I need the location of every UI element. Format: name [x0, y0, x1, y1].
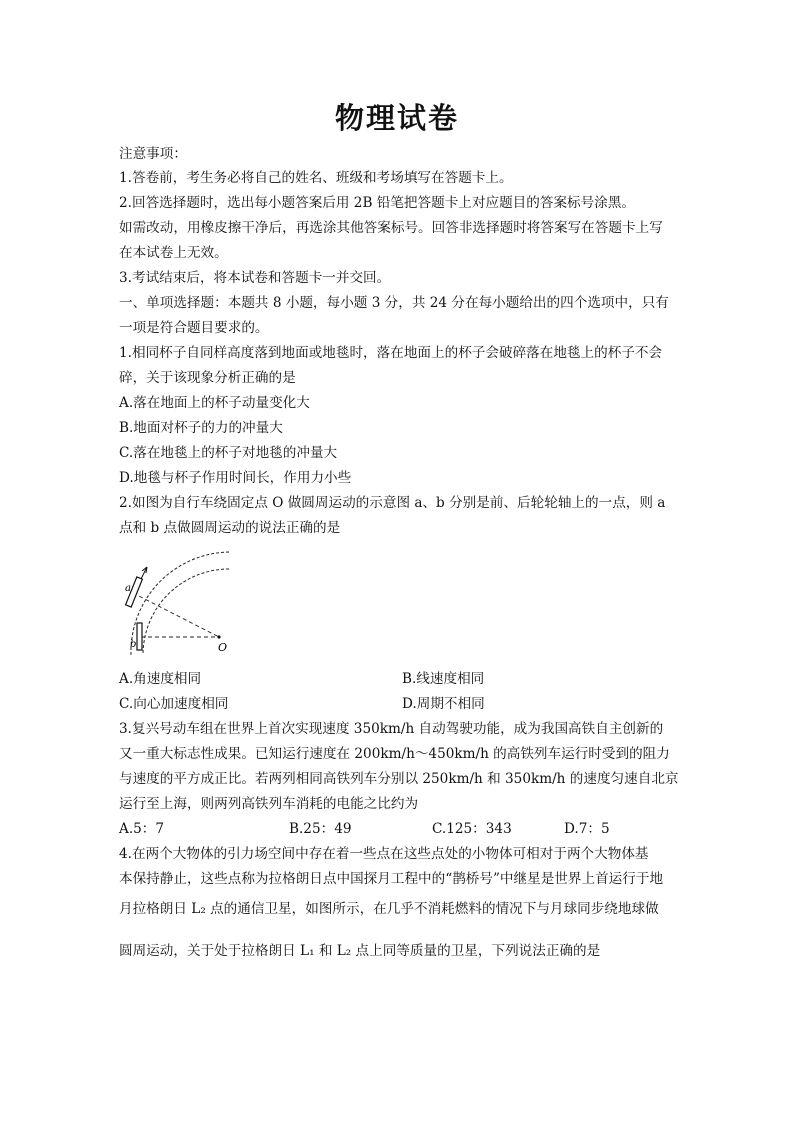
bicycle-circular-motion-figure — [119, 547, 234, 657]
notice-item: 2.回答选择题时，选出每小题答案后用 2B 铅笔把答题卡上对应题目的答案标号涂黑。 — [119, 195, 636, 211]
q3-stem: 运行至上海，则两列高铁列车消耗的电能之比约为 — [119, 796, 419, 812]
label-b: b — [130, 639, 137, 650]
q3-stem: 与速度的平方成正比。若两列相同高铁列车分别以 250km/h 和 350km/h 的速度匀速自北京 — [119, 771, 679, 787]
q2-stem: 点和 b 点做圆周运动的说法正确的是 — [119, 520, 341, 536]
notice-item: 如需改动，用橡皮擦干净后，再选涂其他答案标号。回答非选择题时将答案写在答题卡上写 — [119, 220, 663, 236]
q3-option-d: D.7：5 — [564, 821, 610, 837]
q4-stem: 圆周运动，关于处于拉格朗日 L₁ 和 L₂ 点上同等质量的卫星，下列说法正确的是 — [119, 943, 601, 959]
figure-svg — [119, 547, 234, 657]
q1-option-c: C.落在地毯上的杯子对地毯的冲量大 — [119, 445, 338, 461]
q2-option-c: C.向心加速度相同 — [119, 696, 229, 712]
label-a: a — [125, 583, 131, 594]
notice-item: 3.考试结束后，将本试卷和答题卡一并交回。 — [119, 270, 391, 286]
section-heading: 一项是符合题目要求的。 — [119, 320, 269, 336]
radius-line-a — [133, 593, 219, 637]
page-title: 物理试卷 — [334, 101, 459, 135]
rear-wheel — [137, 623, 142, 650]
notice-heading: 注意事项： — [119, 146, 187, 162]
q1-stem: 碎，关于该现象分析正确的是 — [119, 370, 296, 386]
q3-stem: 又一重大标志性成果。已知运行速度在 200km/h～450km/h 的高铁列车运行时受到的阻力 — [119, 746, 670, 762]
inner-arc — [143, 569, 229, 655]
q3-stem: 3.复兴号动车组在世界上首次实现速度 350km/h 自动驾驶功能，成为我国高铁自主创新的 — [119, 721, 664, 737]
q2-option-d: D.周期不相同 — [402, 696, 485, 712]
notice-item: 在本试卷上无效。 — [119, 245, 228, 261]
notice-item: 1.答卷前，考生务必将自己的姓名、班级和考场填写在答题卡上。 — [119, 170, 513, 186]
q1-stem: 1.相同杯子自同样高度落到地面或地毯时，落在地面上的杯子会破碎落在地毯上的杯子不会 — [119, 345, 663, 361]
q3-option-a: A.5：7 — [119, 821, 165, 837]
q4-stem: 本保持静止，这些点称为拉格朗日点中国探月工程中的“鹊桥号”中继星是世界上首运行于地 — [119, 871, 664, 887]
q1-option-b: B.地面对杯子的力的冲量大 — [119, 420, 283, 436]
q1-option-a: A.落在地面上的杯子动量变化大 — [119, 395, 310, 411]
q4-stem: 4.在两个大物体的引力场空间中存在着一些点在这些点处的小物体可相对于两个大物体基 — [119, 846, 649, 862]
q2-stem: 2.如图为自行车绕固定点 O 做圆周运动的示意图 a、b 分别是前、后轮轮轴上的一点，则 a — [119, 495, 666, 511]
label-o: O — [218, 641, 228, 654]
q3-option-c: C.125：343 — [432, 821, 512, 837]
q2-option-b: B.线速度相同 — [402, 671, 485, 687]
section-heading: 一、单项选择题：本题共 8 小题，每小题 3 分，共 24 分在每小题给出的四个选项中，只有 — [119, 295, 669, 311]
q4-stem: 月拉格朗日 L₂ 点的通信卫星，如图所示，在几乎不消耗燃料的情况下与月球同步绕地球做 — [119, 901, 659, 917]
pivot-point — [217, 635, 220, 638]
q2-option-a: A.角速度相同 — [119, 671, 202, 687]
q1-option-d: D.地毯与杯子作用时间长，作用力小些 — [119, 470, 352, 486]
q3-option-b: B.25：49 — [289, 821, 352, 837]
